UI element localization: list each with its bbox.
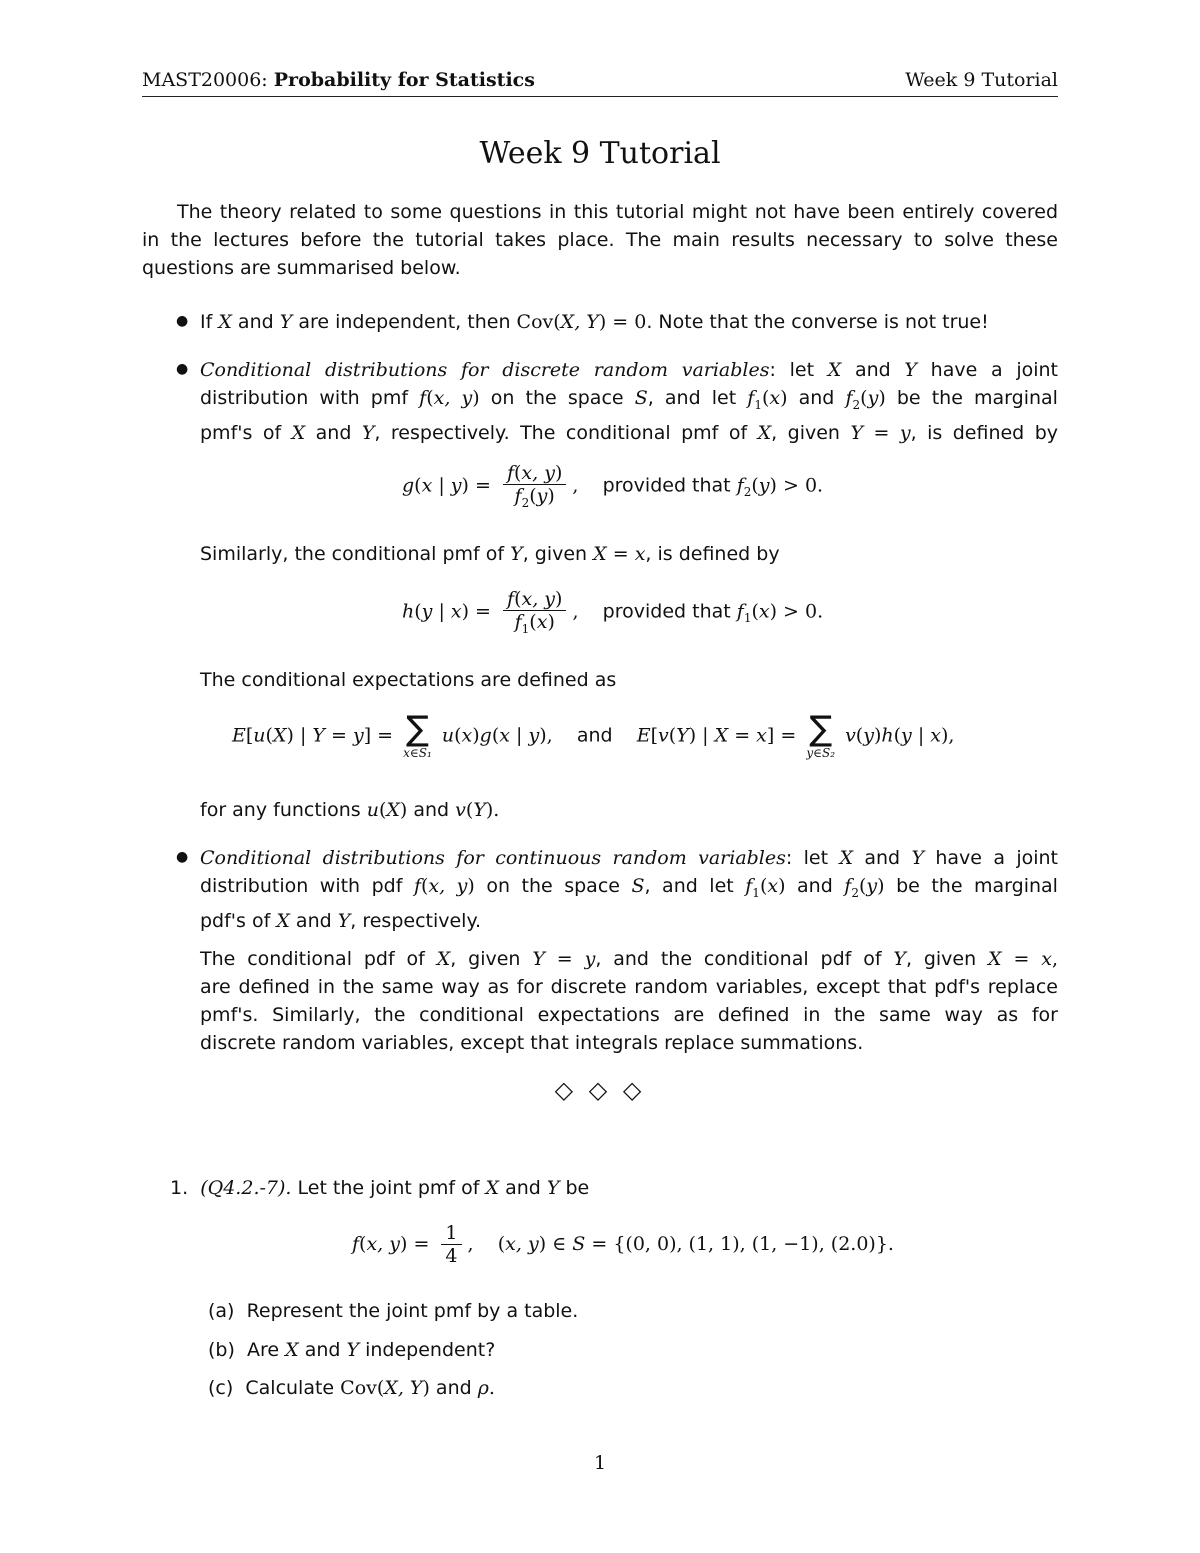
equation-conditional-pmf-y: h(y | x) = $\frac{f(x, y)}{f_1(x)}$ , provided that $f_1(x) > 0$. — [402, 588, 824, 636]
question-1: 1. (Q4.2.-7). Let the joint pmf of X and Y be — [170, 1177, 590, 1199]
course-code: MAST20006: — [142, 69, 268, 91]
bullet-discrete: Conditional distributions for discrete random variables: let X and Y have a joint distribution with pmf f(x, y) on the space S, and let $f_1(x)$ and $f_2(y)$ be the marginal pmf's of X and Y, respectively. The conditional pmf of X, given Y = y, is defined by — [200, 359, 1059, 444]
question-number: 1. — [170, 1177, 189, 1199]
bullet-icon: ● — [176, 313, 189, 329]
support-set: {(0, 0), (1, 1), (1, −1), (2.0)}. — [613, 1233, 894, 1255]
discrete-heading: Conditional distributions for discrete random variables — [200, 359, 770, 381]
page-number: 1 — [593, 1452, 607, 1474]
bullet-icon: ● — [176, 361, 189, 377]
question-part-b: (b) Are X and Y independent? — [208, 1339, 496, 1361]
similarly-line: Similarly, the conditional pmf of Y, given X = x, is defined by — [200, 543, 780, 565]
header-rule — [142, 96, 1058, 97]
bullet-continuous: Conditional distributions for continuous random variables: let X and Y have a joint distribution with pdf f(x, y) on the space S, and let $f_1(x)$ and $f_2(y)$ be the marginal pdf's of X and Y, respectively. The conditional pdf of X, given Y = y, and the conditional pdf of Y, given X = x, are defined in the same way as for discrete random variables, except that pdf's replace pmf's. Similarly, the conditional expectations are defined in the same way as for discrete random variables, except that integrals replace summations. — [200, 847, 1059, 1054]
course-name: Probability for Statistics — [273, 69, 535, 91]
expectations-line: The conditional expectations are defined as — [200, 669, 617, 691]
continuous-heading: Conditional distributions for continuous random variables — [200, 847, 786, 869]
intro-line: in the lectures before the tutorial takes place. The main results necessary to solve these — [142, 229, 1058, 251]
page-title: Week 9 Tutorial — [479, 136, 721, 171]
section-separator: ◇ ◇ ◇ — [554, 1076, 646, 1104]
equation-conditional-expectations: E[u(X) | Y = y] = ∑ x∈S₁ u(x)g(x | y), and E[v(Y) | X = x] = ∑ y∈S₂ v(y)h(y | x), — [232, 709, 955, 760]
bullet-independence: If X and Y are independent, then Cov(X, Y) = 0. Note that the converse is not true! — [200, 311, 989, 333]
intro-line: The theory related to some questions in this tutorial might not have been entirely covered — [177, 201, 1058, 223]
equation-conditional-pmf-x: g(x | y) = $\frac{f(x, y)}{f_2(y)}$ , provided that $f_2(y) > 0$. — [402, 462, 824, 510]
question-part-c: (c) Calculate Cov(X, Y) and ρ. — [208, 1377, 495, 1399]
question-part-a: (a) Represent the joint pmf by a table. — [208, 1300, 579, 1322]
running-header-week: Week 9 Tutorial — [905, 69, 1058, 91]
running-header-course — [142, 69, 535, 91]
intro-paragraph — [142, 198, 1058, 282]
for-any-functions-line: for any functions u(X) and v(Y). — [200, 799, 500, 821]
bullet-icon: ● — [176, 849, 189, 865]
intro-line: questions are summarised below. — [142, 257, 461, 279]
equation-joint-pmf: f(x, y) = $\frac{1}{4}$ , (x, y) ∈ S = {(0, 0), (1, 1), (1, −1), (2.0)}. — [352, 1222, 894, 1267]
question-reference: (Q4.2.-7). — [200, 1177, 292, 1199]
